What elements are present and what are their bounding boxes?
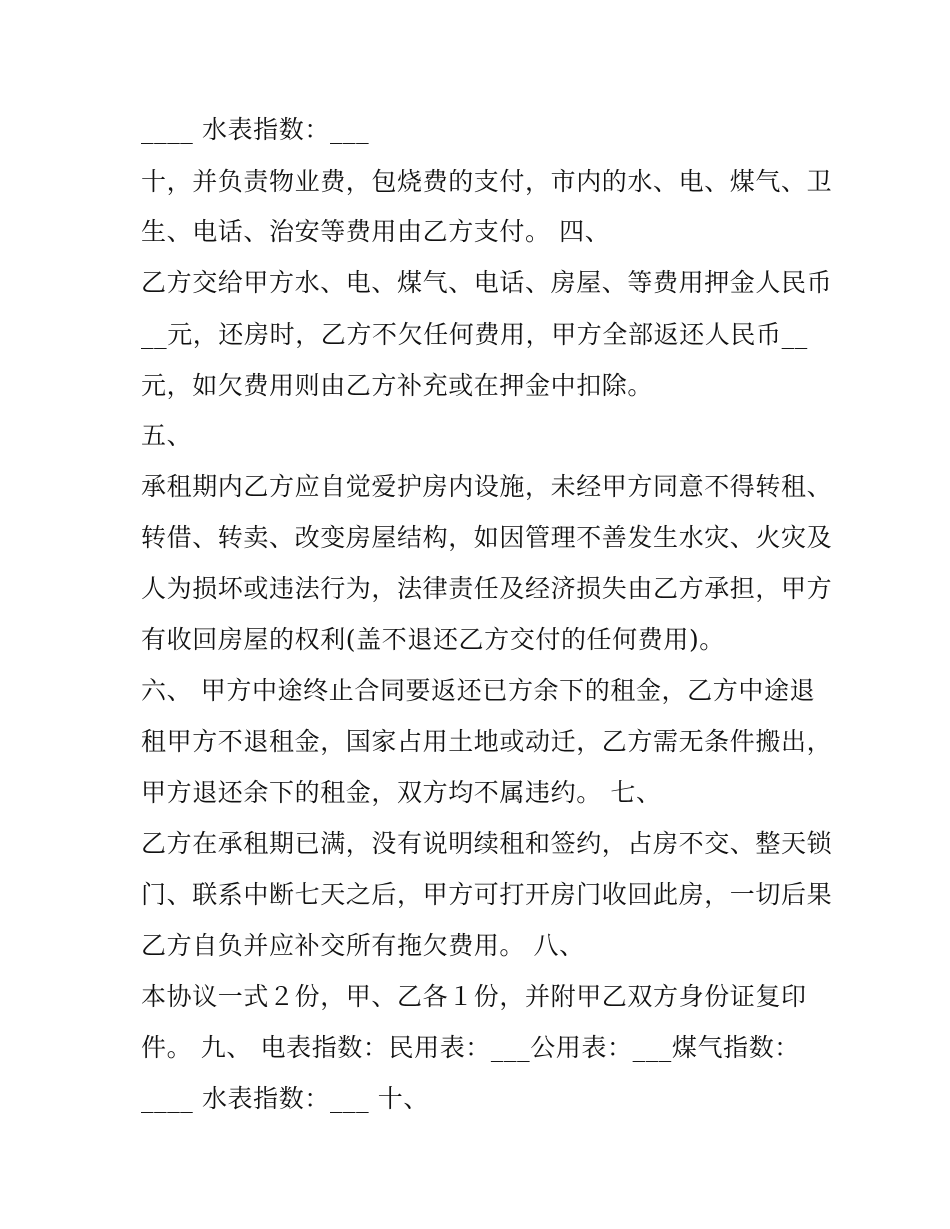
- text-line-13: 租甲方不退租金，国家占用土地或动迁，乙方需无条件搬出，: [141, 727, 833, 756]
- text-line-16: 门、联系中断七天之后，甲方可打开房门收回此房，一切后果: [141, 880, 833, 909]
- text-line-12: 六、 甲方中途终止合同要返还已方余下的租金，乙方中途退: [141, 676, 816, 705]
- text-line-19: 件。 九、 电表指数：民用表：___公用表：___煤气指数：: [141, 1033, 800, 1062]
- text-line-2: 十，并负责物业费，包烧费的支付，市内的水、电、煤气、卫: [141, 167, 833, 196]
- text-line-9: 转借、转卖、改变房屋结构，如因管理不善发生水灾、火灾及: [141, 523, 833, 552]
- text-line-3: 生、电话、治安等费用由乙方支付。 四、: [141, 217, 611, 246]
- text-line-7: 五、: [141, 421, 193, 450]
- text-line-10: 人为损坏或违法行为，法律责任及经济损失由乙方承担，甲方: [141, 574, 833, 603]
- text-line-1: ____ 水表指数：___: [141, 115, 370, 144]
- text-line-4: 乙方交给甲方水、电、煤气、电话、房屋、等费用押金人民币: [141, 268, 833, 297]
- text-line-11: 有收回房屋的权利(盖不退还乙方交付的任何费用)。: [141, 625, 725, 654]
- text-line-20: ____ 水表指数：___ 十、: [141, 1084, 429, 1113]
- text-line-8: 承租期内乙方应自觉爱护房内设施，未经甲方同意不得转租、: [141, 472, 833, 501]
- text-line-18: 本协议一式２份，甲、乙各１份，并附甲乙双方身份证复印: [141, 982, 807, 1011]
- text-line-6: 元，如欠费用则由乙方补充或在押金中扣除。: [141, 371, 654, 400]
- text-line-14: 甲方退还余下的租金，双方均不属违约。 七、: [141, 778, 662, 807]
- text-line-5: __元，还房时，乙方不欠任何费用，甲方全部返还人民币__: [141, 320, 808, 349]
- text-line-15: 乙方在承租期已满，没有说明续租和签约，占房不交、整天锁: [141, 829, 833, 858]
- text-line-17: 乙方自负并应补交所有拖欠费用。 八、: [141, 931, 585, 960]
